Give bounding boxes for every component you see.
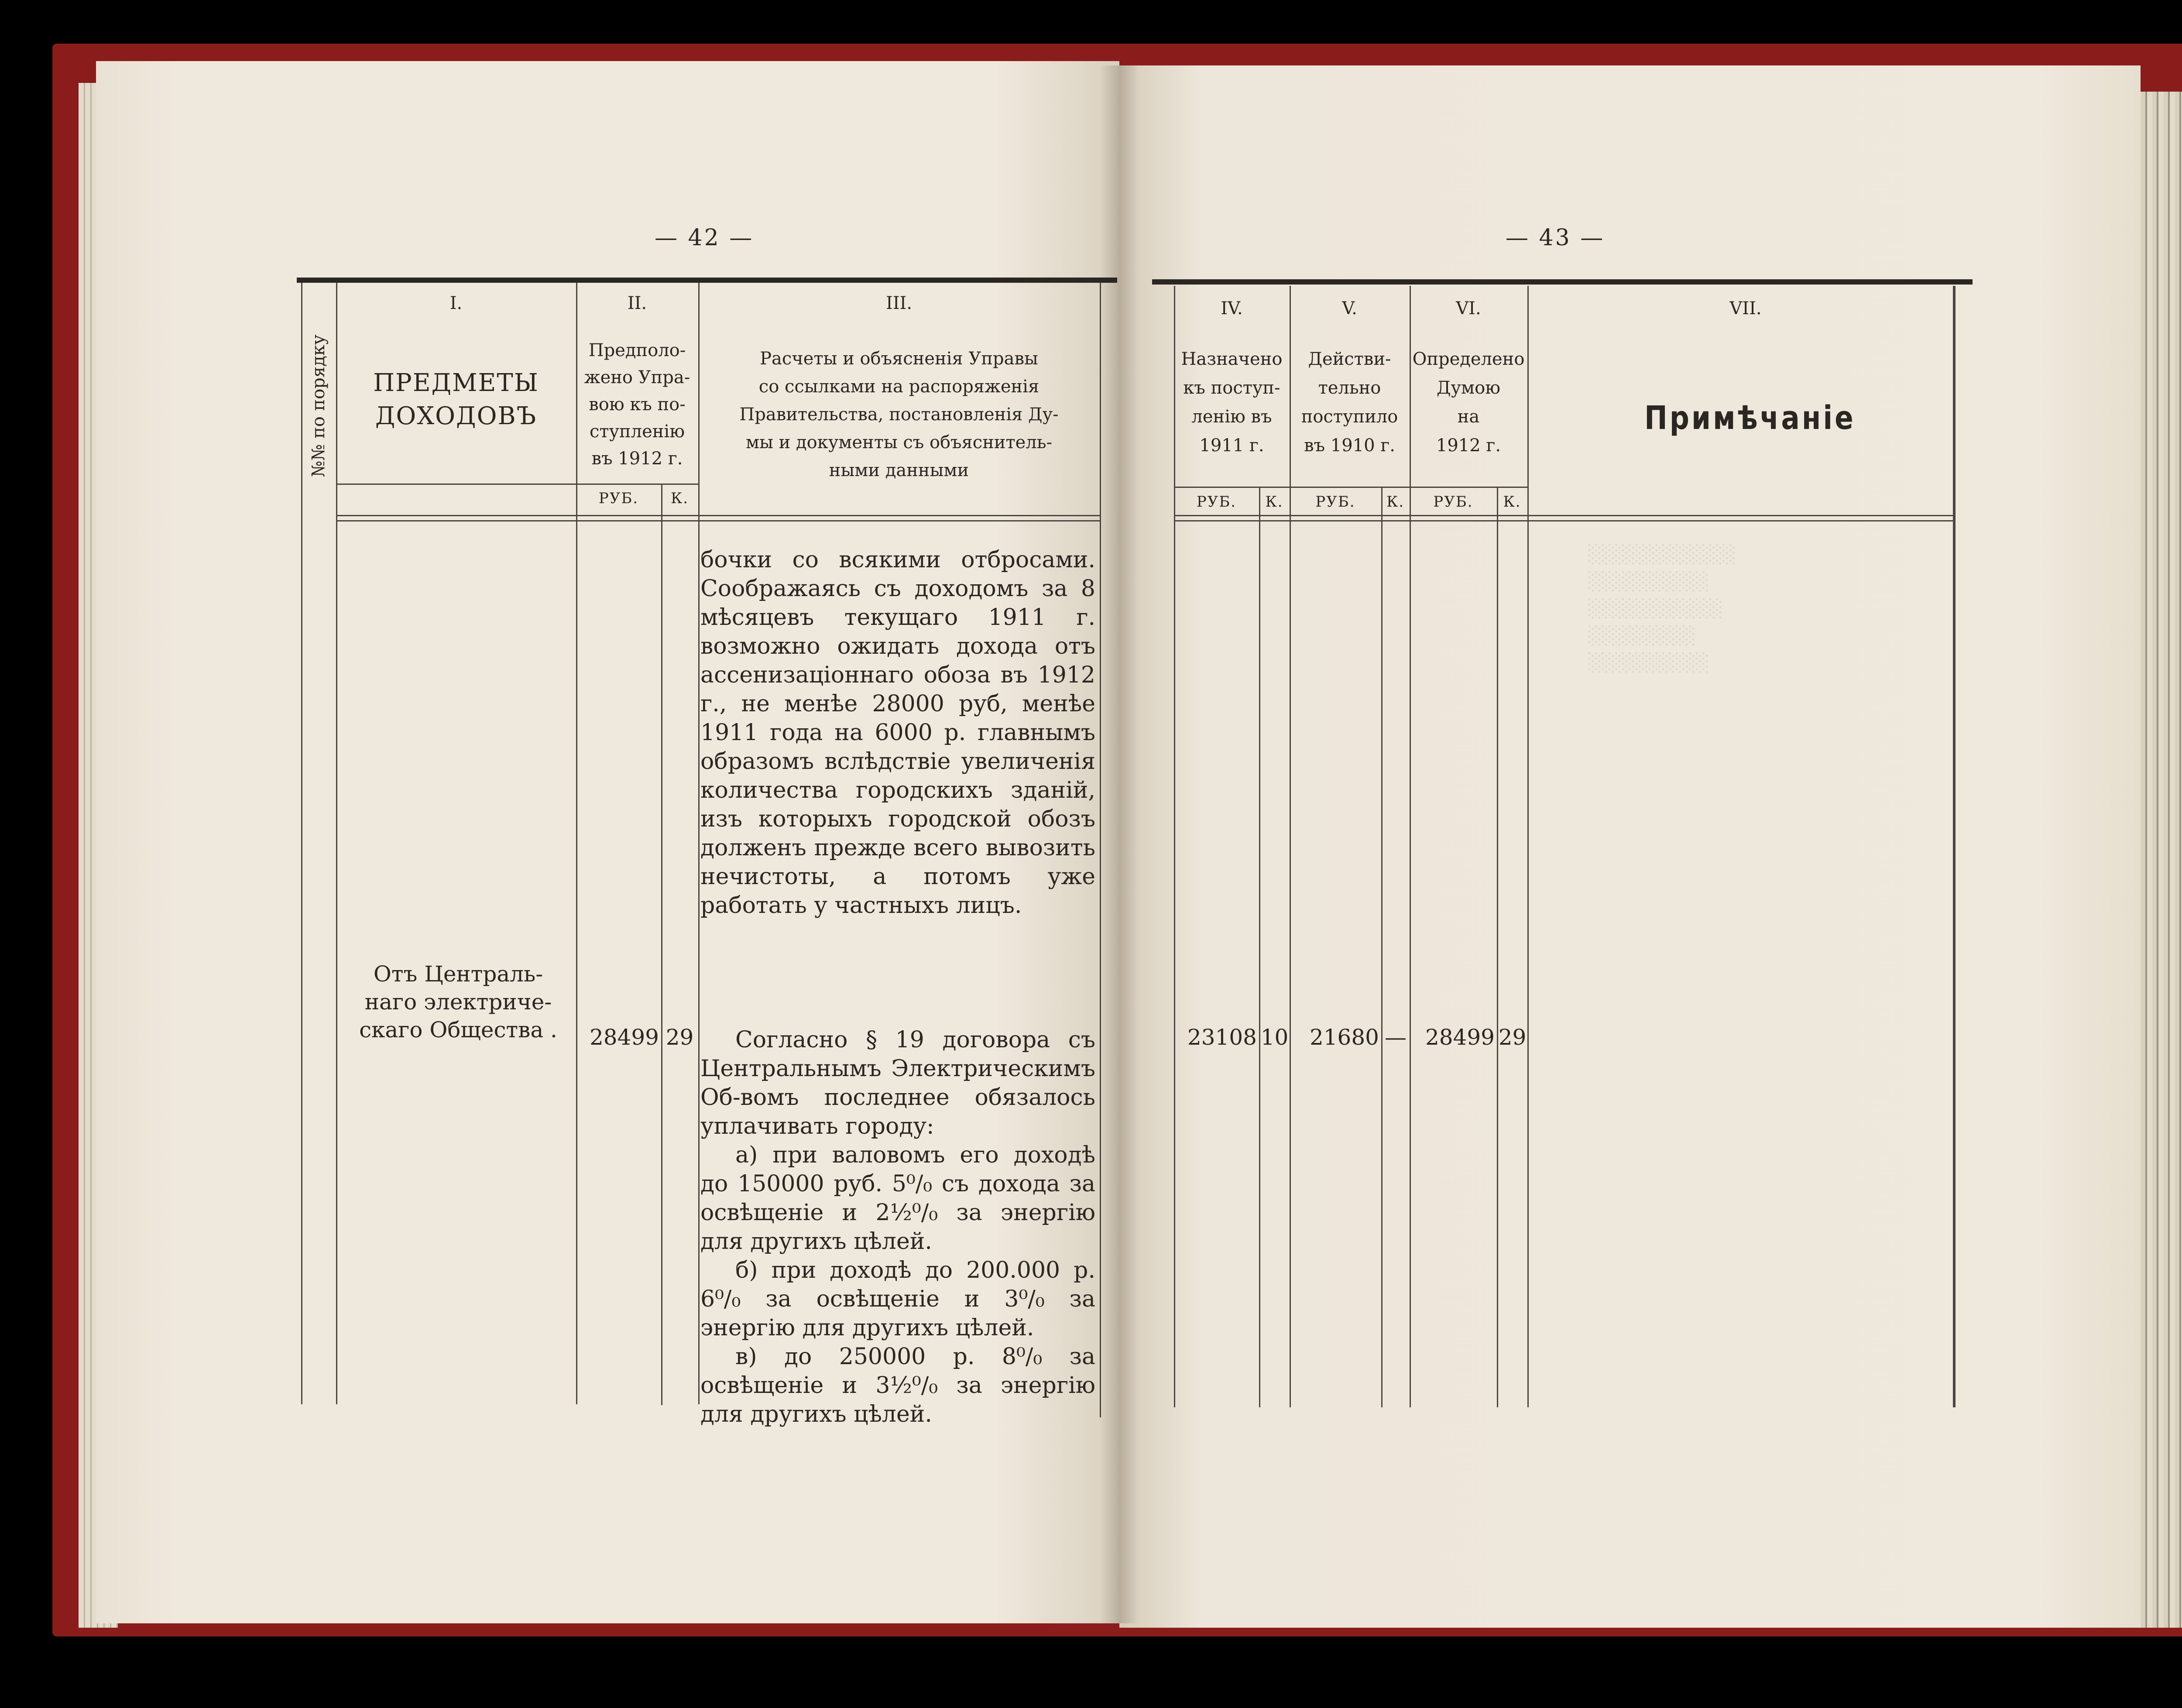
col2-header: Предполо- жено Упра- вою къ по- ступленію въ 1912 г. <box>584 340 690 469</box>
col4-roman: IV. <box>1221 298 1243 319</box>
rule <box>1527 286 1529 1407</box>
col7-header: Примѣчаніе <box>1644 399 1856 437</box>
col5-value-rub: 21680 <box>1309 1025 1379 1050</box>
page-number-right: — 43 — <box>1506 225 1605 251</box>
explanation-intro: Согласно § 19 договора съ Центральнымъ Электрическимъ Об-вомъ последнее обязалось уплачивать городу: <box>700 1027 1095 1139</box>
rule <box>1174 515 1955 516</box>
col2-unit-rub: РУБ. <box>598 490 639 507</box>
col7-roman: VII. <box>1729 298 1762 319</box>
col6-roman: VI. <box>1456 298 1481 319</box>
col1-header: ПРЕДМЕТЫ ДОХОДОВЪ <box>373 369 539 430</box>
top-rule-left <box>297 278 1117 283</box>
col6-header: Определено Думою на 1912 г. <box>1412 349 1525 456</box>
rule <box>1174 487 1527 488</box>
rule <box>336 520 1100 521</box>
bleed-through: ░░░░░░░░░░░ ░░░░░░░░░ ░░░░░░░░░░ ░░░░░░░░ ░░░░░░░░░ <box>1588 545 1736 673</box>
rule <box>698 283 700 1404</box>
col6-unit-kop: К. <box>1503 493 1521 511</box>
col3-roman: III. <box>885 293 913 313</box>
rule <box>336 484 698 485</box>
rule <box>1953 286 1956 1407</box>
col4-value-rub: 23108 <box>1187 1025 1257 1050</box>
item-name: Отъ Централь- наго электриче- скаго Общества . <box>359 961 557 1043</box>
rule <box>1497 487 1498 1407</box>
col4-unit-kop: К. <box>1265 493 1283 511</box>
rule <box>661 484 662 1405</box>
col5-header: Действи- тельно поступило въ 1910 г. <box>1301 349 1398 456</box>
page-number-left: — 42 — <box>655 225 754 251</box>
col4-value-kop: 10 <box>1260 1025 1289 1050</box>
col2-roman: II. <box>627 293 647 313</box>
col5-unit-kop: К. <box>1386 493 1405 511</box>
rule <box>1174 520 1955 521</box>
top-rule-right <box>1152 279 1973 285</box>
clause-b: б) при доходѣ до 200.000 р. 6⁰/₀ за освѣщеніе и 3⁰/₀ за энергію для другихъ цѣлей. <box>700 1257 1095 1341</box>
rule <box>336 515 1100 516</box>
col2-unit-kop: К. <box>670 490 689 507</box>
col4-header: Назначено къ поступ- ленію въ 1911 г. <box>1181 349 1283 456</box>
rule <box>1381 487 1383 1407</box>
item-explanation <box>700 1025 1095 1429</box>
col6-value-kop: 29 <box>1498 1025 1527 1050</box>
column-no-header: №№ по порядку <box>309 334 329 477</box>
spine-shadow <box>1100 65 1139 1623</box>
proposed-rub: 28499 <box>589 1025 659 1050</box>
rule <box>1100 283 1101 1417</box>
col5-unit-rub: РУБ. <box>1315 493 1355 511</box>
rule <box>1259 487 1260 1407</box>
col6-value-rub: 28499 <box>1425 1025 1495 1050</box>
continued-explanation: бочки со всякими отбросами. Соображаясь съ доходомъ за 8 мѣсяцевъ текущаго 1911 г. возможно ожидать дохода отъ ассенизаціоннаго обоза въ 1912 г., не менѣе 28000 руб, менѣе 1911 года на 6000 р. главнымъ образомъ вслѣдствіе увеличенія количества городскихъ зданій, изъ которыхъ городской обозъ долженъ прежде всего вывозить нечистоты, а потомъ уже работать у частныхъ лицъ. <box>700 547 1095 919</box>
clause-c: в) до 250000 р. 8⁰/₀ за освѣщеніе и 3½⁰/₀ за энергію для другихъ цѣлей. <box>700 1344 1095 1427</box>
col5-roman: V. <box>1342 298 1357 319</box>
proposed-kop: 29 <box>666 1025 694 1050</box>
col1-roman: I. <box>449 293 463 313</box>
rule <box>336 283 337 1404</box>
col4-unit-rub: РУБ. <box>1196 493 1237 511</box>
col5-value-kop: — <box>1385 1025 1407 1050</box>
col6-unit-rub: РУБ. <box>1433 493 1473 511</box>
col3-header: Расчеты и объясненія Управы со ссылками на распоряженія Правительства, постановленія Ду- мы и документы съ объяснитель- ными данными <box>739 349 1059 480</box>
clause-a: а) при валовомъ его доходѣ до 150000 руб. 5⁰/₀ съ дохода за освѣщеніе и 2½⁰/₀ за энергію для другихъ цѣлей. <box>700 1142 1095 1255</box>
